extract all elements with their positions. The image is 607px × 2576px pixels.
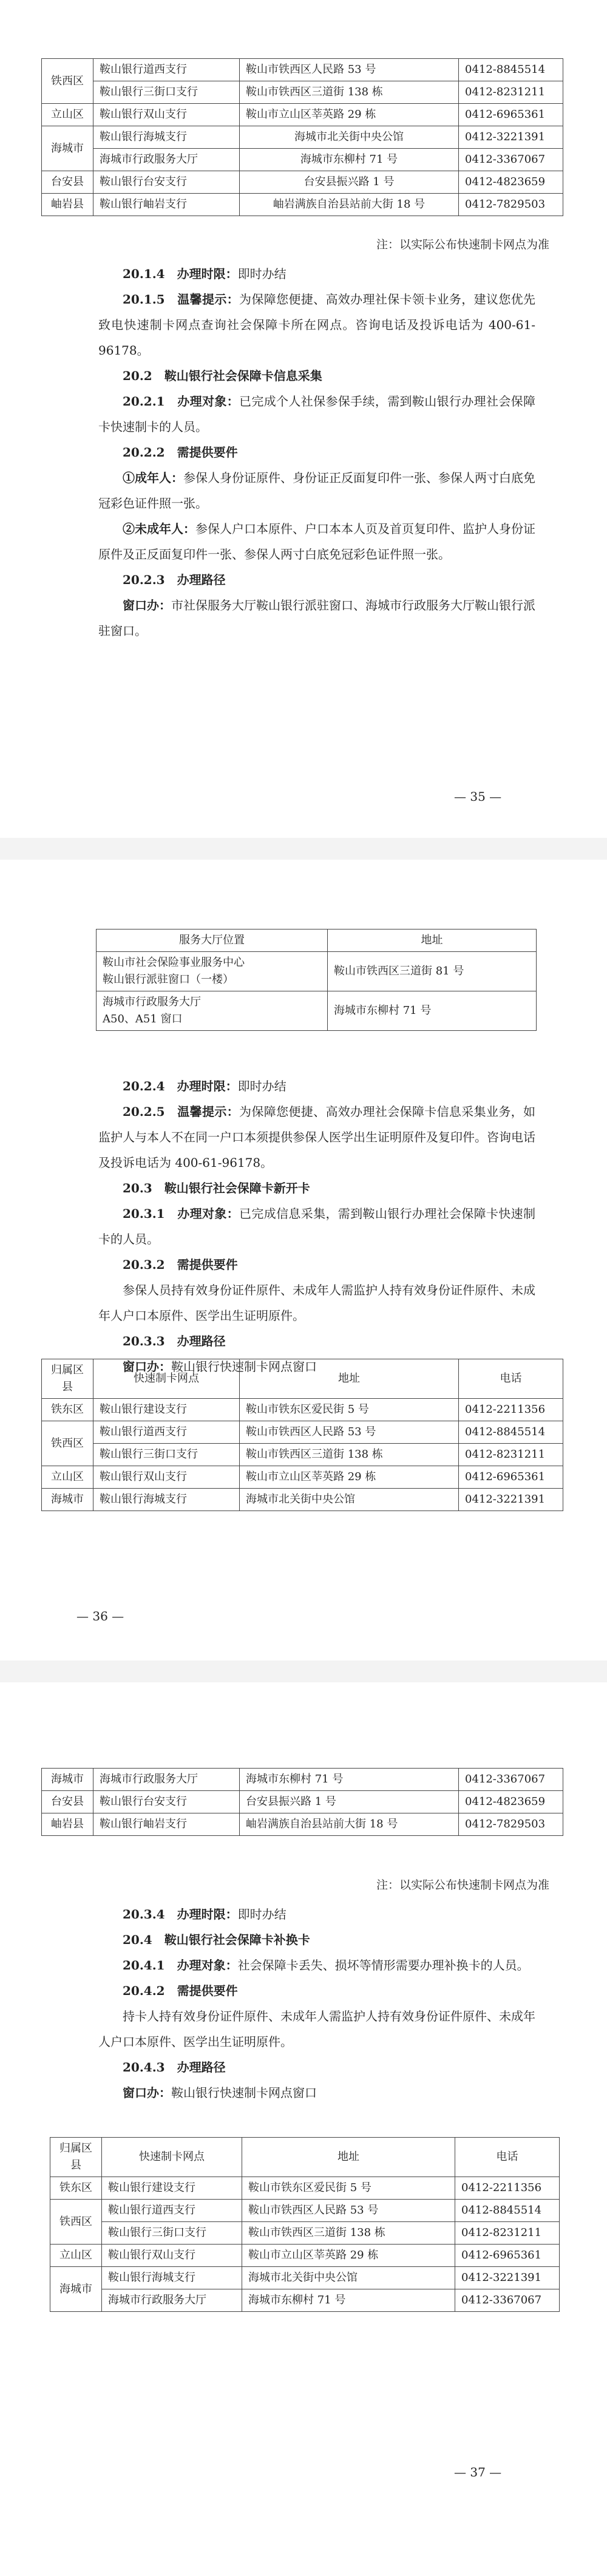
table-row xyxy=(42,194,563,216)
hall-location-cell xyxy=(97,991,328,1031)
table-row xyxy=(42,126,563,149)
district-cell: 海城市 xyxy=(50,2267,102,2312)
address-cell: 鞍山市铁东区爱民街 5 号 xyxy=(242,2177,455,2200)
column-header: 服务大厅位置 xyxy=(97,929,328,952)
section-text: 即时办结 xyxy=(237,267,287,281)
district-cell: 海城市 xyxy=(42,126,93,171)
hall-location-line: A50、A51 窗口 xyxy=(103,1013,183,1025)
branch-cell: 鞍山银行道西支行 xyxy=(93,1421,240,1444)
section-text: 即时办结 xyxy=(237,1079,287,1093)
district-cell: 铁东区 xyxy=(42,1399,93,1421)
section-heading: 20.2.3 办理路径 xyxy=(123,573,226,587)
branch-cell: 海城市行政服务大厅 xyxy=(93,149,240,171)
docs-text: 参保人员持有效身份证件原件、未成年人需监护人持有效身份证件原件、未成年人户口本原件、医学出生证明原件。 xyxy=(98,1283,535,1323)
window-text: 鞍山银行快速制卡网点窗口 xyxy=(171,2085,317,2100)
phone-cell: 0412-3221391 xyxy=(455,2267,560,2289)
branch-cell: 鞍山银行三街口支行 xyxy=(102,2222,242,2245)
section-label: 20.3.4 办理时限： xyxy=(123,1907,238,1922)
address-cell: 岫岩满族自治县站前大街 18 号 xyxy=(240,194,459,216)
section-label: 20.3.1 办理对象： xyxy=(123,1206,240,1221)
phone-cell: 0412-6965361 xyxy=(459,1466,563,1489)
page-number: — 35 — xyxy=(454,789,502,804)
branch-cell: 鞍山银行岫岩支行 xyxy=(93,1813,240,1836)
section-text: 为保障您便捷、高效办理社保卡领卡业务，建议您优先致电快速制卡网点查询社会保障卡所在网点。咨询电话及投诉电话为 400-61-96178。 xyxy=(98,292,536,358)
address-cell: 鞍山市铁西区三道街 138 栋 xyxy=(240,1444,459,1466)
branch-cell: 鞍山银行道西支行 xyxy=(93,59,240,81)
page-number: — 36 — xyxy=(76,1609,124,1623)
branch-cell: 海城市行政服务大厅 xyxy=(102,2289,242,2312)
table-note: 注：以实际公布快速制卡网点为准 xyxy=(376,238,549,251)
section-heading: 20.4.3 办理路径 xyxy=(123,2060,226,2075)
table-row xyxy=(42,104,563,126)
table-row xyxy=(42,171,563,194)
phone-cell: 0412-6965361 xyxy=(455,2245,560,2267)
table-row xyxy=(50,2177,560,2200)
item-text: 参保人户口本原件、户口本本人页及首页复印件、监护人身份证原件及正反面复印件一张、参保人两寸白底免冠彩色证件照一张。 xyxy=(98,522,535,562)
table-row xyxy=(42,149,563,171)
section-text: 为保障您便捷、高效办理社会保障卡信息采集业务，如监护人与本人不在同一户口本须提供参保人医学出生证明原件及复印件。咨询电话及投诉电话为 400-61-96178。 xyxy=(98,1104,536,1170)
phone-cell: 0412-8845514 xyxy=(459,1421,563,1444)
page-gap xyxy=(0,838,607,860)
address-cell: 海城市东柳村 71 号 xyxy=(240,1769,459,1791)
docs-text: 持卡人持有效身份证件原件、未成年人需监护人持有效身份证件原件、未成年人户口本原件、医学出生证明原件。 xyxy=(98,2009,535,2049)
district-cell: 岫岩县 xyxy=(42,1813,93,1836)
hall-location-line: 鞍山市社会保险事业服务中心 xyxy=(103,956,245,969)
section-heading: 20.2.2 需提供要件 xyxy=(123,445,238,460)
section-heading: 20.2 鞍山银行社会保障卡信息采集 xyxy=(123,369,322,383)
table-row xyxy=(50,2245,560,2267)
address-cell: 鞍山市铁西区人民路 53 号 xyxy=(242,2200,455,2222)
district-cell: 铁西区 xyxy=(50,2200,102,2245)
district-cell: 岫岩县 xyxy=(42,194,93,216)
column-header: 电话 xyxy=(455,2138,560,2177)
branch-cell: 鞍山银行建设支行 xyxy=(93,1399,240,1421)
column-header: 快速制卡网点 xyxy=(102,2138,242,2177)
branch-cell: 鞍山银行岫岩支行 xyxy=(93,194,240,216)
table-note: 注：以实际公布快速制卡网点为准 xyxy=(376,1878,549,1892)
window-label: 窗口办： xyxy=(123,598,171,613)
column-header: 归属区县 xyxy=(50,2138,102,2177)
table-row xyxy=(97,952,537,991)
district-cell: 铁西区 xyxy=(42,1421,93,1466)
branch-cell: 海城市行政服务大厅 xyxy=(93,1769,240,1791)
phone-cell: 0412-6965361 xyxy=(459,104,563,126)
phone-cell: 0412-8845514 xyxy=(459,59,563,81)
phone-cell: 0412-8231211 xyxy=(459,81,563,104)
address-cell: 海城市北关街中央公馆 xyxy=(240,126,459,149)
address-cell: 鞍山市铁西区人民路 53 号 xyxy=(240,1421,459,1444)
district-cell: 铁东区 xyxy=(50,2177,102,2200)
table-row xyxy=(50,2267,560,2289)
address-cell: 鞍山市铁西区三道街 138 栋 xyxy=(240,81,459,104)
section-heading: 20.3 鞍山银行社会保障卡新开卡 xyxy=(123,1181,310,1195)
section-label: 20.4.1 办理对象： xyxy=(123,1958,238,1973)
branch-cell: 鞍山银行建设支行 xyxy=(102,2177,242,2200)
address-cell: 海城市东柳村 71 号 xyxy=(240,149,459,171)
district-cell: 台安县 xyxy=(42,171,93,194)
section-label: 20.2.1 办理对象： xyxy=(123,394,240,409)
table-header-row xyxy=(50,2138,560,2177)
table-row xyxy=(42,1444,563,1466)
page35-body xyxy=(98,261,535,644)
page-number: — 37 — xyxy=(454,2465,502,2479)
table-row xyxy=(50,2289,560,2312)
table-header-row xyxy=(97,929,537,952)
phone-cell: 0412-3367067 xyxy=(455,2289,560,2312)
district-cell: 铁西区 xyxy=(42,59,93,104)
page37-body xyxy=(98,1901,535,2105)
phone-cell: 0412-7829503 xyxy=(459,1813,563,1836)
hall-address-cell: 鞍山市铁西区三道街 81 号 xyxy=(328,952,537,991)
column-header: 地址 xyxy=(242,2138,455,2177)
column-header: 归属区县 xyxy=(42,1359,93,1399)
section-label: 20.2.5 温馨提示： xyxy=(123,1104,240,1119)
branch-cell: 鞍山银行双山支行 xyxy=(93,1466,240,1489)
section-heading: 20.3.3 办理路径 xyxy=(123,1334,226,1348)
branch-cell: 鞍山银行海城支行 xyxy=(102,2267,242,2289)
table-row xyxy=(42,1813,563,1836)
address-cell: 鞍山市铁西区三道街 138 栋 xyxy=(242,2222,455,2245)
item-label: ①成年人： xyxy=(123,471,183,485)
table-row xyxy=(42,1489,563,1511)
phone-cell: 0412-3221391 xyxy=(459,1489,563,1511)
district-cell: 立山区 xyxy=(42,104,93,126)
table-row xyxy=(42,1399,563,1421)
phone-cell: 0412-8231211 xyxy=(455,2222,560,2245)
table-row xyxy=(50,2200,560,2222)
branch-table-p36 xyxy=(41,1359,563,1511)
branch-cell: 鞍山银行双山支行 xyxy=(93,104,240,126)
table-row xyxy=(42,1769,563,1791)
column-header: 地址 xyxy=(240,1359,459,1399)
address-cell: 台安县振兴路 1 号 xyxy=(240,171,459,194)
hall-location-line: 鞍山银行派驻窗口（一楼） xyxy=(103,973,234,986)
branch-table-p35 xyxy=(41,58,563,216)
section-label: 20.1.5 温馨提示： xyxy=(123,292,240,307)
table-row xyxy=(97,991,537,1031)
column-header: 快速制卡网点 xyxy=(93,1359,240,1399)
table-row xyxy=(42,1421,563,1444)
address-cell: 海城市北关街中央公馆 xyxy=(242,2267,455,2289)
branch-cell: 鞍山银行三街口支行 xyxy=(93,1444,240,1466)
address-cell: 海城市北关街中央公馆 xyxy=(240,1489,459,1511)
item-text: 参保人身份证原件、身份证正反面复印件一张、参保人两寸白底免冠彩色证件照一张。 xyxy=(98,471,535,511)
table-row xyxy=(42,1791,563,1813)
phone-cell: 0412-3367067 xyxy=(459,1769,563,1791)
address-cell: 鞍山市立山区莘英路 29 栋 xyxy=(240,1466,459,1489)
address-cell: 鞍山市立山区莘英路 29 栋 xyxy=(242,2245,455,2267)
branch-table-p37 xyxy=(50,2137,560,2312)
address-cell: 鞍山市铁西区人民路 53 号 xyxy=(240,59,459,81)
section-text: 社会保障卡丢失、损坏等情形需要办理补换卡的人员。 xyxy=(237,1958,529,1973)
page36-body xyxy=(98,1073,535,1379)
section-label: 20.2.4 办理时限： xyxy=(123,1079,238,1093)
branch-cell: 鞍山银行海城支行 xyxy=(93,126,240,149)
phone-cell: 0412-4823659 xyxy=(459,171,563,194)
page-gap xyxy=(0,1660,607,1682)
phone-cell: 0412-8845514 xyxy=(455,2200,560,2222)
section-text: 已完成信息采集，需到鞍山银行办理社会保障卡快速制卡的人员。 xyxy=(98,1206,536,1246)
section-heading: 20.4 鞍山银行社会保障卡补换卡 xyxy=(123,1932,310,1947)
window-text: 市社保服务大厅鞍山银行派驻窗口、海城市行政服务大厅鞍山银行派驻窗口。 xyxy=(98,598,535,638)
address-cell: 海城市东柳村 71 号 xyxy=(242,2289,455,2312)
district-cell: 立山区 xyxy=(42,1466,93,1489)
item-label: ②未成年人： xyxy=(123,522,195,536)
hall-location-cell xyxy=(97,952,328,991)
address-cell: 岫岩满族自治县站前大街 18 号 xyxy=(240,1813,459,1836)
phone-cell: 0412-4823659 xyxy=(459,1791,563,1813)
branch-cell: 鞍山银行海城支行 xyxy=(93,1489,240,1511)
branch-cell: 鞍山银行道西支行 xyxy=(102,2200,242,2222)
service-hall-table xyxy=(96,929,537,1031)
hall-address-cell: 海城市东柳村 71 号 xyxy=(328,991,537,1031)
section-text: 即时办结 xyxy=(237,1907,287,1922)
table-header-row xyxy=(42,1359,563,1399)
phone-cell: 0412-3221391 xyxy=(459,126,563,149)
section-heading: 20.4.2 需提供要件 xyxy=(123,1983,238,1998)
window-label: 窗口办： xyxy=(123,2085,171,2100)
phone-cell: 0412-8231211 xyxy=(459,1444,563,1466)
phone-cell: 0412-3367067 xyxy=(459,149,563,171)
district-cell: 立山区 xyxy=(50,2245,102,2267)
branch-cell: 鞍山银行三街口支行 xyxy=(93,81,240,104)
address-cell: 鞍山市铁东区爱民街 5 号 xyxy=(240,1399,459,1421)
branch-cell: 鞍山银行双山支行 xyxy=(102,2245,242,2267)
phone-cell: 0412-2211356 xyxy=(459,1399,563,1421)
window-text: 鞍山银行快速制卡网点窗口 xyxy=(171,1359,317,1374)
hall-location-line: 海城市行政服务大厅 xyxy=(103,996,201,1008)
section-label: 20.1.4 办理时限： xyxy=(123,267,238,281)
branch-cell: 鞍山银行台安支行 xyxy=(93,1791,240,1813)
table-row xyxy=(42,81,563,104)
window-label: 窗口办： xyxy=(123,1359,171,1374)
phone-cell: 0412-7829503 xyxy=(459,194,563,216)
section-heading: 20.3.2 需提供要件 xyxy=(123,1257,238,1272)
phone-cell: 0412-2211356 xyxy=(455,2177,560,2200)
column-header: 电话 xyxy=(459,1359,563,1399)
table-row xyxy=(42,1466,563,1489)
branch-cell: 鞍山银行台安支行 xyxy=(93,171,240,194)
table-row xyxy=(50,2222,560,2245)
section-text: 已完成个人社保参保手续，需到鞍山银行办理社会保障卡快速制卡的人员。 xyxy=(98,394,536,434)
column-header: 地址 xyxy=(328,929,537,952)
address-cell: 台安县振兴路 1 号 xyxy=(240,1791,459,1813)
branch-table-p37-top xyxy=(41,1768,563,1836)
district-cell: 台安县 xyxy=(42,1791,93,1813)
district-cell: 海城市 xyxy=(42,1769,93,1791)
district-cell: 海城市 xyxy=(42,1489,93,1511)
table-row xyxy=(42,59,563,81)
address-cell: 鞍山市立山区莘英路 29 栋 xyxy=(240,104,459,126)
